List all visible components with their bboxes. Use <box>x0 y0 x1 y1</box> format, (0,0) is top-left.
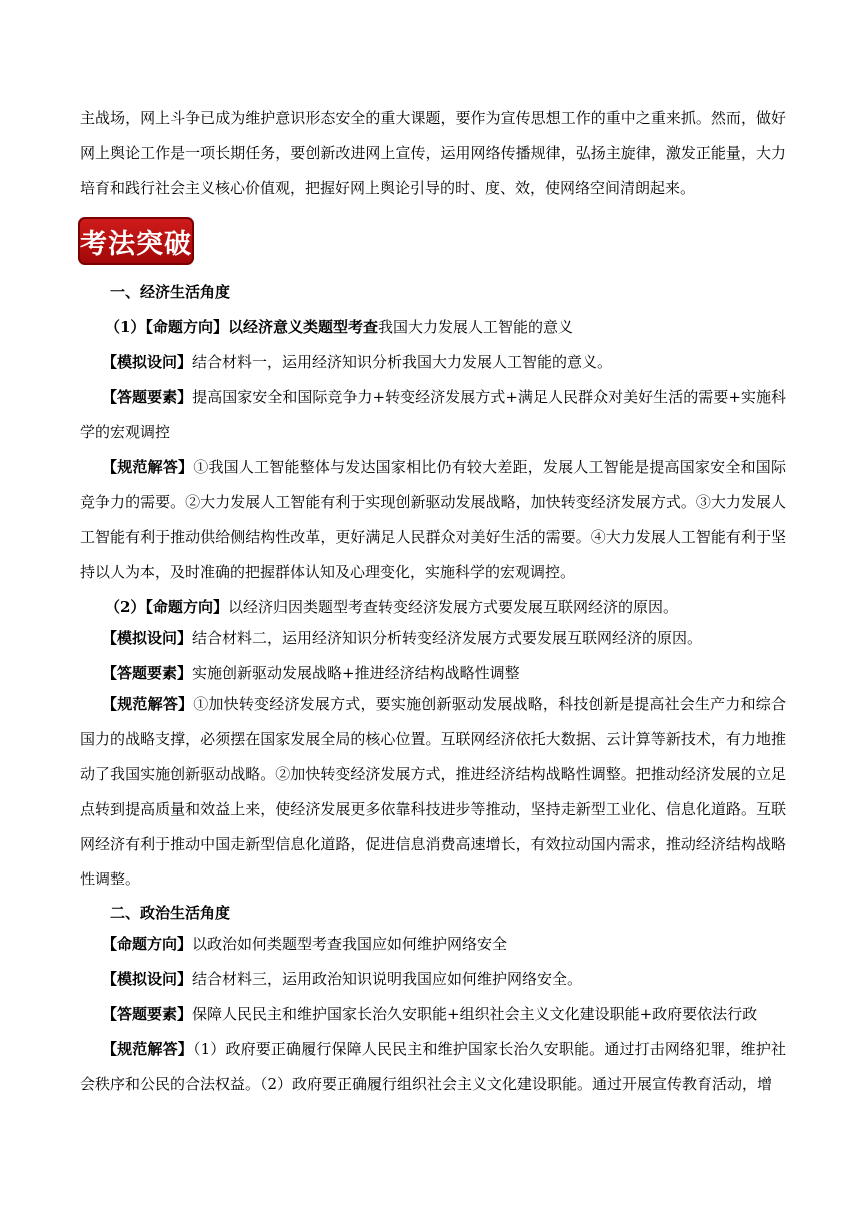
q1-model-answer <box>80 450 786 590</box>
q2-elements-text: 实施创新驱动发展战略+推进经济结构战略性调整 <box>192 664 520 682</box>
s2-simulated-question <box>80 962 786 997</box>
s2-direction-text: 以政治如何类题型考查我国应如何维护网络安全 <box>192 935 508 953</box>
section2-heading <box>80 896 786 931</box>
q1-simulated-question <box>80 345 786 380</box>
q2-direction <box>80 590 786 625</box>
q1-sim-label: 【模拟设问】 <box>102 353 193 371</box>
s2-model-answer <box>80 1032 786 1102</box>
s2-answer-text: （1）政府要正确履行保障人民民主和维护国家长治久安职能。通过打击网络犯罪，维护社会秩序和公民的合法权益。（2）政府要正确履行组织社会主义文化建设职能。通过开展宣传教育活动，增 <box>80 1040 786 1093</box>
s2-answer-label: 【规范解答】 <box>102 1040 193 1058</box>
q1-direction-text: 我国大力发展人工智能的意义 <box>377 318 573 336</box>
intro-text: 主战场，网上斗争已成为维护意识形态安全的重大课题，要作为宣传思想工作的重中之重来抓。然而，做好网上舆论工作是一项长期任务，要创新改进网上宣传，运用网络传播规律，弘扬主旋律，激发正能量，大力培育和践行社会主义核心价值观，把握好网上舆论引导的时、度、效，使网络空间清朗起来。 <box>80 109 786 197</box>
q1-answer-text: ①我国人工智能整体与发达国家相比仍有较大差距，发展人工智能是提高国家安全和国际竞争力的需要。②大力发展人工智能有利于实现创新驱动发展战略，加快转变经济发展方式。③大力发展人工智能有利于推动供给侧结构性改革，更好满足人民群众对美好生活的需要。④大力发展人工智能有利于坚持以人为本，及时准确的把握群体认知及心理变化，实施科学的宏观调控。 <box>80 458 786 581</box>
s2-sim-text: 结合材料三，运用政治知识说明我国应如何维护网络安全。 <box>192 970 583 988</box>
q1-elements-text: 提高国家安全和国际竞争力+转变经济发展方式+满足人民群众对美好生活的需要+实施科学的宏观调控 <box>80 388 786 441</box>
q2-sim-label: 【模拟设问】 <box>102 629 193 647</box>
section-banner <box>78 217 194 265</box>
q2-answer-elements <box>80 656 786 691</box>
q2-answer-label: 【规范解答】 <box>102 695 194 713</box>
intro-paragraph <box>80 101 786 206</box>
s2-direction-label: 【命题方向】 <box>102 935 193 953</box>
q2-elements-label: 【答题要素】 <box>102 664 193 682</box>
section1-heading <box>80 275 786 310</box>
q2-sim-text: 结合材料二，运用经济知识分析转变经济发展方式要发展互联网经济的原因。 <box>192 629 703 647</box>
banner-text: 考法突破 <box>80 228 192 260</box>
q1-direction <box>80 310 786 345</box>
q1-answer-elements <box>80 380 786 450</box>
q2-simulated-question <box>80 621 786 656</box>
s2-elements-text: 保障人民民主和维护国家长治久安职能+组织社会主义文化建设职能+政府要依法行政 <box>192 1005 758 1023</box>
s2-sim-label: 【模拟设问】 <box>102 970 193 988</box>
section1-heading-text: 一、经济生活角度 <box>110 283 231 301</box>
q1-elements-label: 【答题要素】 <box>102 388 193 406</box>
q1-direction-label: （1）【命题方向】以经济意义类题型考查 <box>105 318 378 336</box>
q1-sim-text: 结合材料一，运用经济知识分析我国大力发展人工智能的意义。 <box>192 353 613 371</box>
q1-answer-label: 【规范解答】 <box>102 458 194 476</box>
q2-model-answer <box>80 687 786 897</box>
s2-direction <box>80 927 786 962</box>
q2-answer-text: ①加快转变经济发展方式，要实施创新驱动发展战略，科技创新是提高社会生产力和综合国力的战略支撑，必须摆在国家发展全局的核心位置。互联网经济依托大数据、云计算等新技术，有力地推动了我国实施创新驱动战略。②加快转变经济发展方式，推进经济结构战略性调整。把推动经济发展的立足点转到提高质量和效益上来，使经济发展更多依靠科技进步等推动，坚持走新型工业化、信息化道路。互联网经济有利于推动中国走新型信息化道路，促进信息消费高速增长，有效拉动国内需求，推动经济结构战略性调整。 <box>80 695 786 888</box>
q2-direction-label: （2）【命题方向】 <box>105 598 228 616</box>
section2-heading-text: 二、政治生活角度 <box>110 904 231 922</box>
s2-answer-elements <box>80 997 786 1032</box>
q2-direction-text: 以经济归因类题型考查转变经济发展方式要发展互联网经济的原因。 <box>227 598 678 616</box>
s2-elements-label: 【答题要素】 <box>102 1005 193 1023</box>
